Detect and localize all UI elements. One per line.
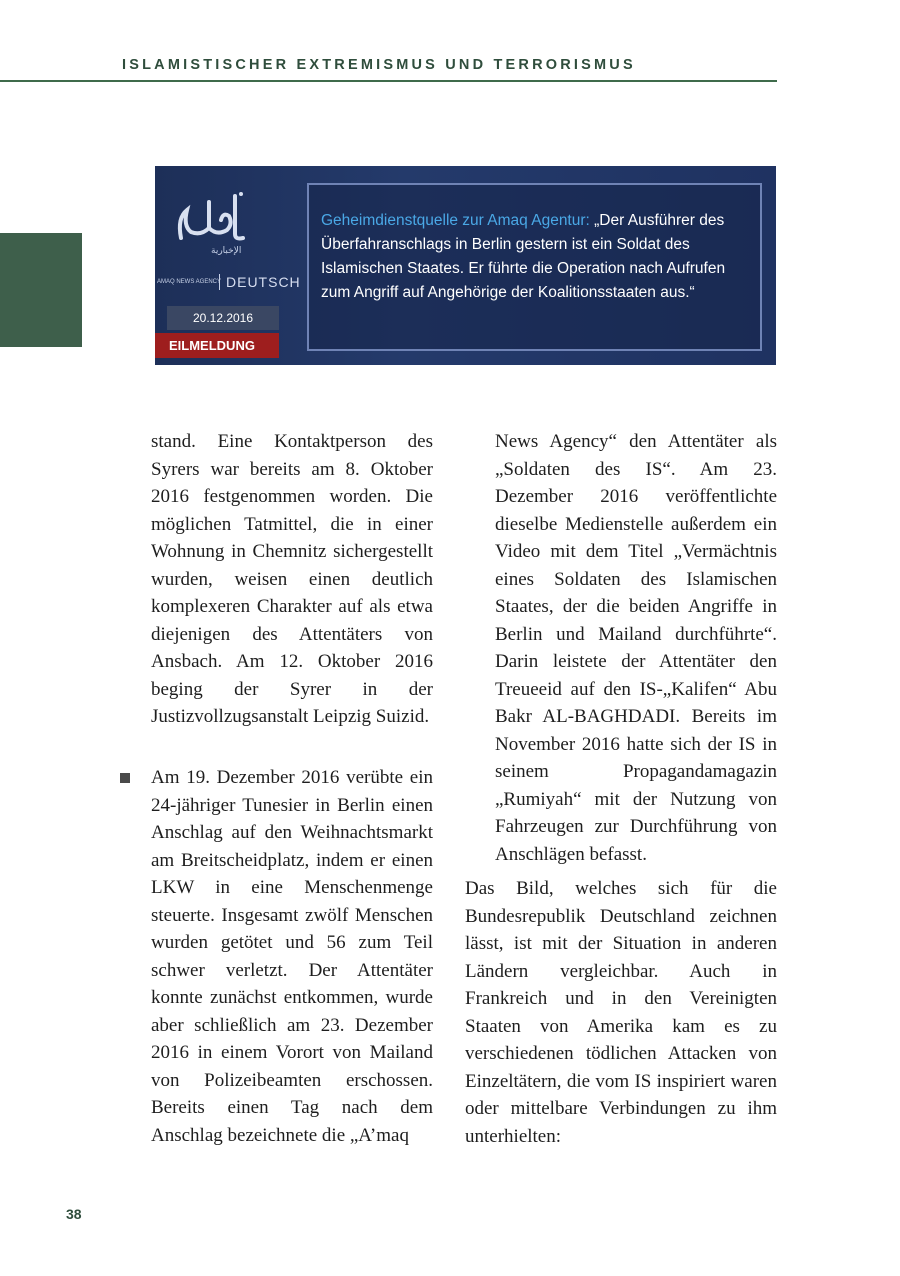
quote-box: [307, 183, 762, 351]
quote: [321, 209, 751, 305]
running-header: [0, 0, 777, 82]
logo-subtitle: الإخبارية: [211, 246, 242, 256]
right-column-top: [495, 428, 777, 868]
breaking-news-badge: EILMELDUNG: [155, 333, 279, 358]
date-badge: 20.12.2016: [167, 306, 279, 330]
bullet-text: [151, 764, 433, 1149]
page-number: 38: [66, 1206, 82, 1222]
amaq-logo: [155, 166, 305, 365]
header-title: ISLAMISTISCHER EXTREMISMUS UND TERRORISMUS: [122, 57, 636, 73]
paragraph: Am 19. Dezember 2016 verübte ein 24-jähriger Tunesier in Berlin einen Anschlag auf den Weihnachtsmarkt am Breitscheidplatz, indem er einen LKW in eine Menschenmenge steuerte. Insgesamt zwölf Menschen wurden getötet und 56 zum Teil schwer verletzt. Der Attentäter konnte zunächst entkommen, wurde aber schließlich am 23. Dezember 2016 in einem Vorort von Mailand von Polizeibeamten erschossen. Bereits einen Tag nach dem Anschlag bezeichnete die „A’maq: [151, 767, 433, 1146]
chapter-marker-tab: [0, 233, 82, 347]
left-column-top: [151, 428, 433, 731]
right-column-bottom: [465, 875, 777, 1150]
paragraph: stand. Eine Kontaktperson des Syrers war bereits am 8. Oktober 2016 festgenommen worden. Die möglichen Tatmittel, die in einer Wohnung in Chemnitz sichergestellt wurden, weisen einen deutlich komplexeren Charakter auf als etwa diejenigen des Attentäters von Ansbach. Am 12. Oktober 2016 beging der Syrer in der Justizvollzugsanstalt Leipzig Suizid.: [151, 431, 433, 727]
quote-source: Geheimdienstquelle zur Amaq Agentur:: [321, 212, 590, 229]
paragraph: Das Bild, welches sich für die Bundesrepublik Deutschland zeichnen lässt, ist mit der Situation in anderen Ländern vergleichbar. Auch in Frankreich und in den Vereinigten Staaten von Amerika kam es zu verschiedenen tödlichen Attacken von Einzeltätern, die vom IS inspiriert waren oder mittelbare Verbindungen zu ihm unterhielten:: [465, 878, 777, 1147]
amaq-calligraphy-logo: [173, 188, 251, 248]
amaq-news-image: [155, 166, 776, 365]
logo-small-text: AMAQ NEWS AGENCY: [157, 279, 222, 285]
paragraph: News Agency“ den Attentäter als „Soldaten des IS“. Am 23. Dezember 2016 veröffentlichte dieselbe Medienstelle außerdem ein Video mit dem Titel „Vermächtnis eines Soldaten des Islamischen Staates, der die beiden Angriffe in Berlin und Mailand durchführte“. Darin leistete der Attentäter den Treueeid auf den IS-„Kalifen“ Abu Bakr AL-BAGHDADI. Bereits im November 2016 hatte sich der IS in seinem Propagandamagazin „Rumiyah“ mit der Nutzung von Fahrzeugen zur Durchführung von Anschlägen befasst.: [495, 431, 777, 865]
bullet-square-icon: [120, 773, 130, 783]
logo-language: DEUTSCH: [219, 274, 301, 290]
quote-text: „Der Ausführer des Überfahranschlags in Berlin gestern ist ein Soldat des Islamischen Staates. Er führte die Operation nach Aufrufen zum Angriff auf Angehörige der Koalitionsstaaten aus.“: [321, 212, 726, 301]
